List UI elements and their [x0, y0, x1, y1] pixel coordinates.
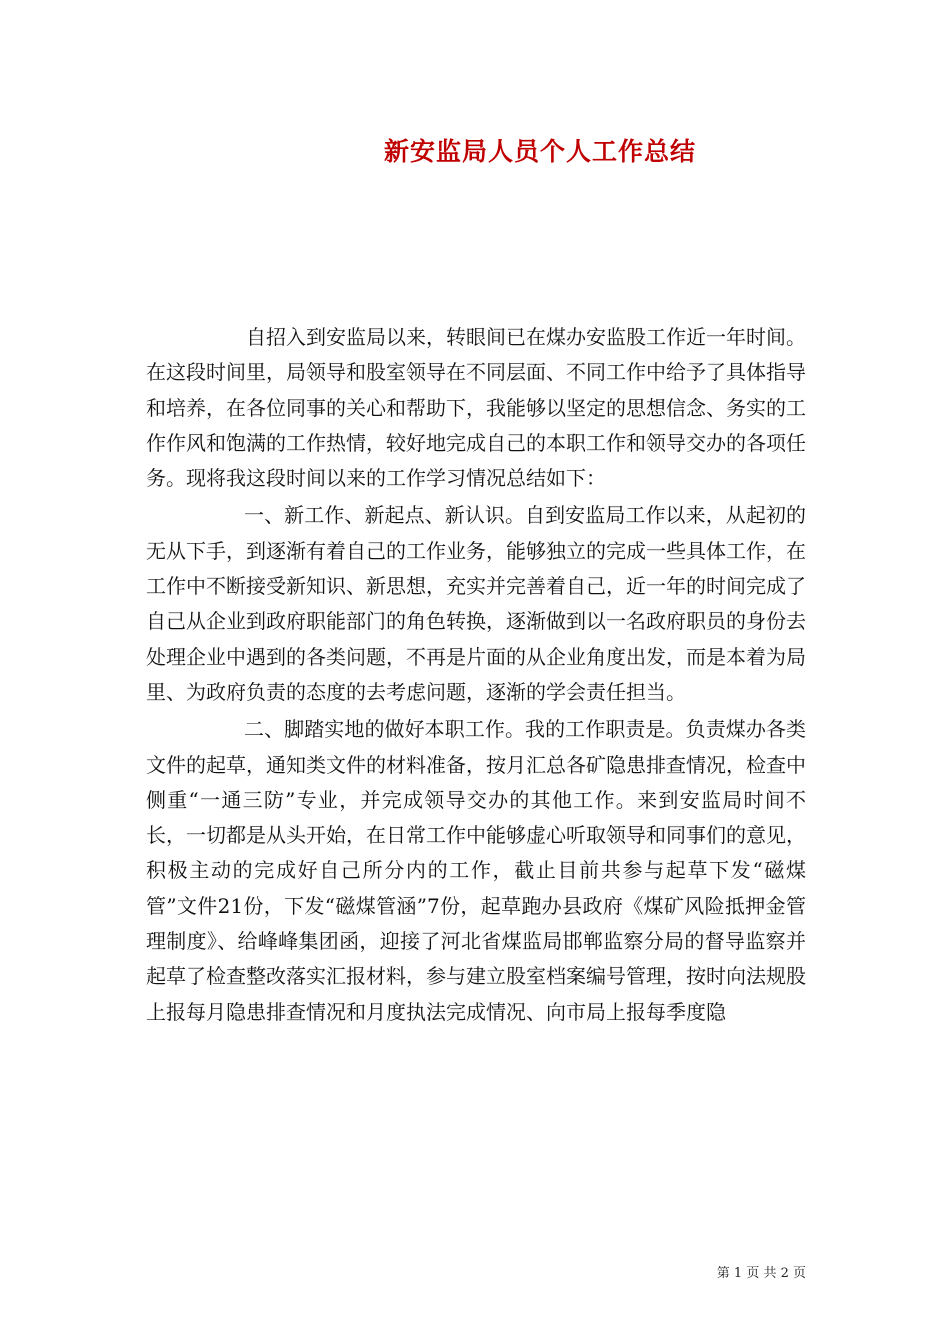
section-one-paragraph: 一、新工作、新起点、新认识。自到安监局工作以来，从起初的无从下手，到逐渐有着自己的工作业务，能够独立的完成一些具体工作，在工作中不断接受新知识、新思想，充实并完善着自己，近一年的时间完成了自己从企业到政府职能部门的角色转换，逐渐做到以一名政府职员的身份去处理企业中遇到的各类问题，不再是片面的从企业角度出发，而是本着为局里、为政府负责的态度的去考虑问题，逐渐的学会责任担当。	[146, 503, 806, 704]
section-two-paragraph: 二、脚踏实地的做好本职工作。我的工作职责是。负责煤办各类文件的起草，通知类文件的材料准备，按月汇总各矿隐患排查情况，检查中侧重“一通三防”专业，并完成领导交办的其他工作。来到安监局时间不长，一切都是从头开始，在日常工作中能够虚心听取领导和同事们的意见，积极主动的完成好自己所分内的工作，截止目前共参与起草下发“磁煤管”文件21份，下发“磁煤管涵”7份，起草跑办县政府《煤矿风险抵押金管理制度》、给峰峰集团函，迎接了河北省煤监局邯郸监察分局的督导监察并起草了检查整改落实汇报材料，参与建立股室档案编号管理，按时向法规股上报每月隐患排查情况和月度执法完成情况、向市局上报每季度隐	[146, 717, 806, 1024]
intro-paragraph: 自招入到安监局以来，转眼间已在煤办安监股工作近一年时间。在这段时间里，局领导和股室领导在不同层面、不同工作中给予了具体指导和培养，在各位同事的关心和帮助下，我能够以坚定的思想信念、务实的工作作风和饱满的工作热情，较好地完成自己的本职工作和领导交办的各项任务。现将我这段时间以来的工作学习情况总结如下：	[146, 325, 806, 491]
document-body	[146, 320, 806, 1030]
document-title: 新安监局人员个人工作总结	[383, 137, 696, 166]
page-number: 第 1 页 共 2 页	[716, 1266, 806, 1281]
